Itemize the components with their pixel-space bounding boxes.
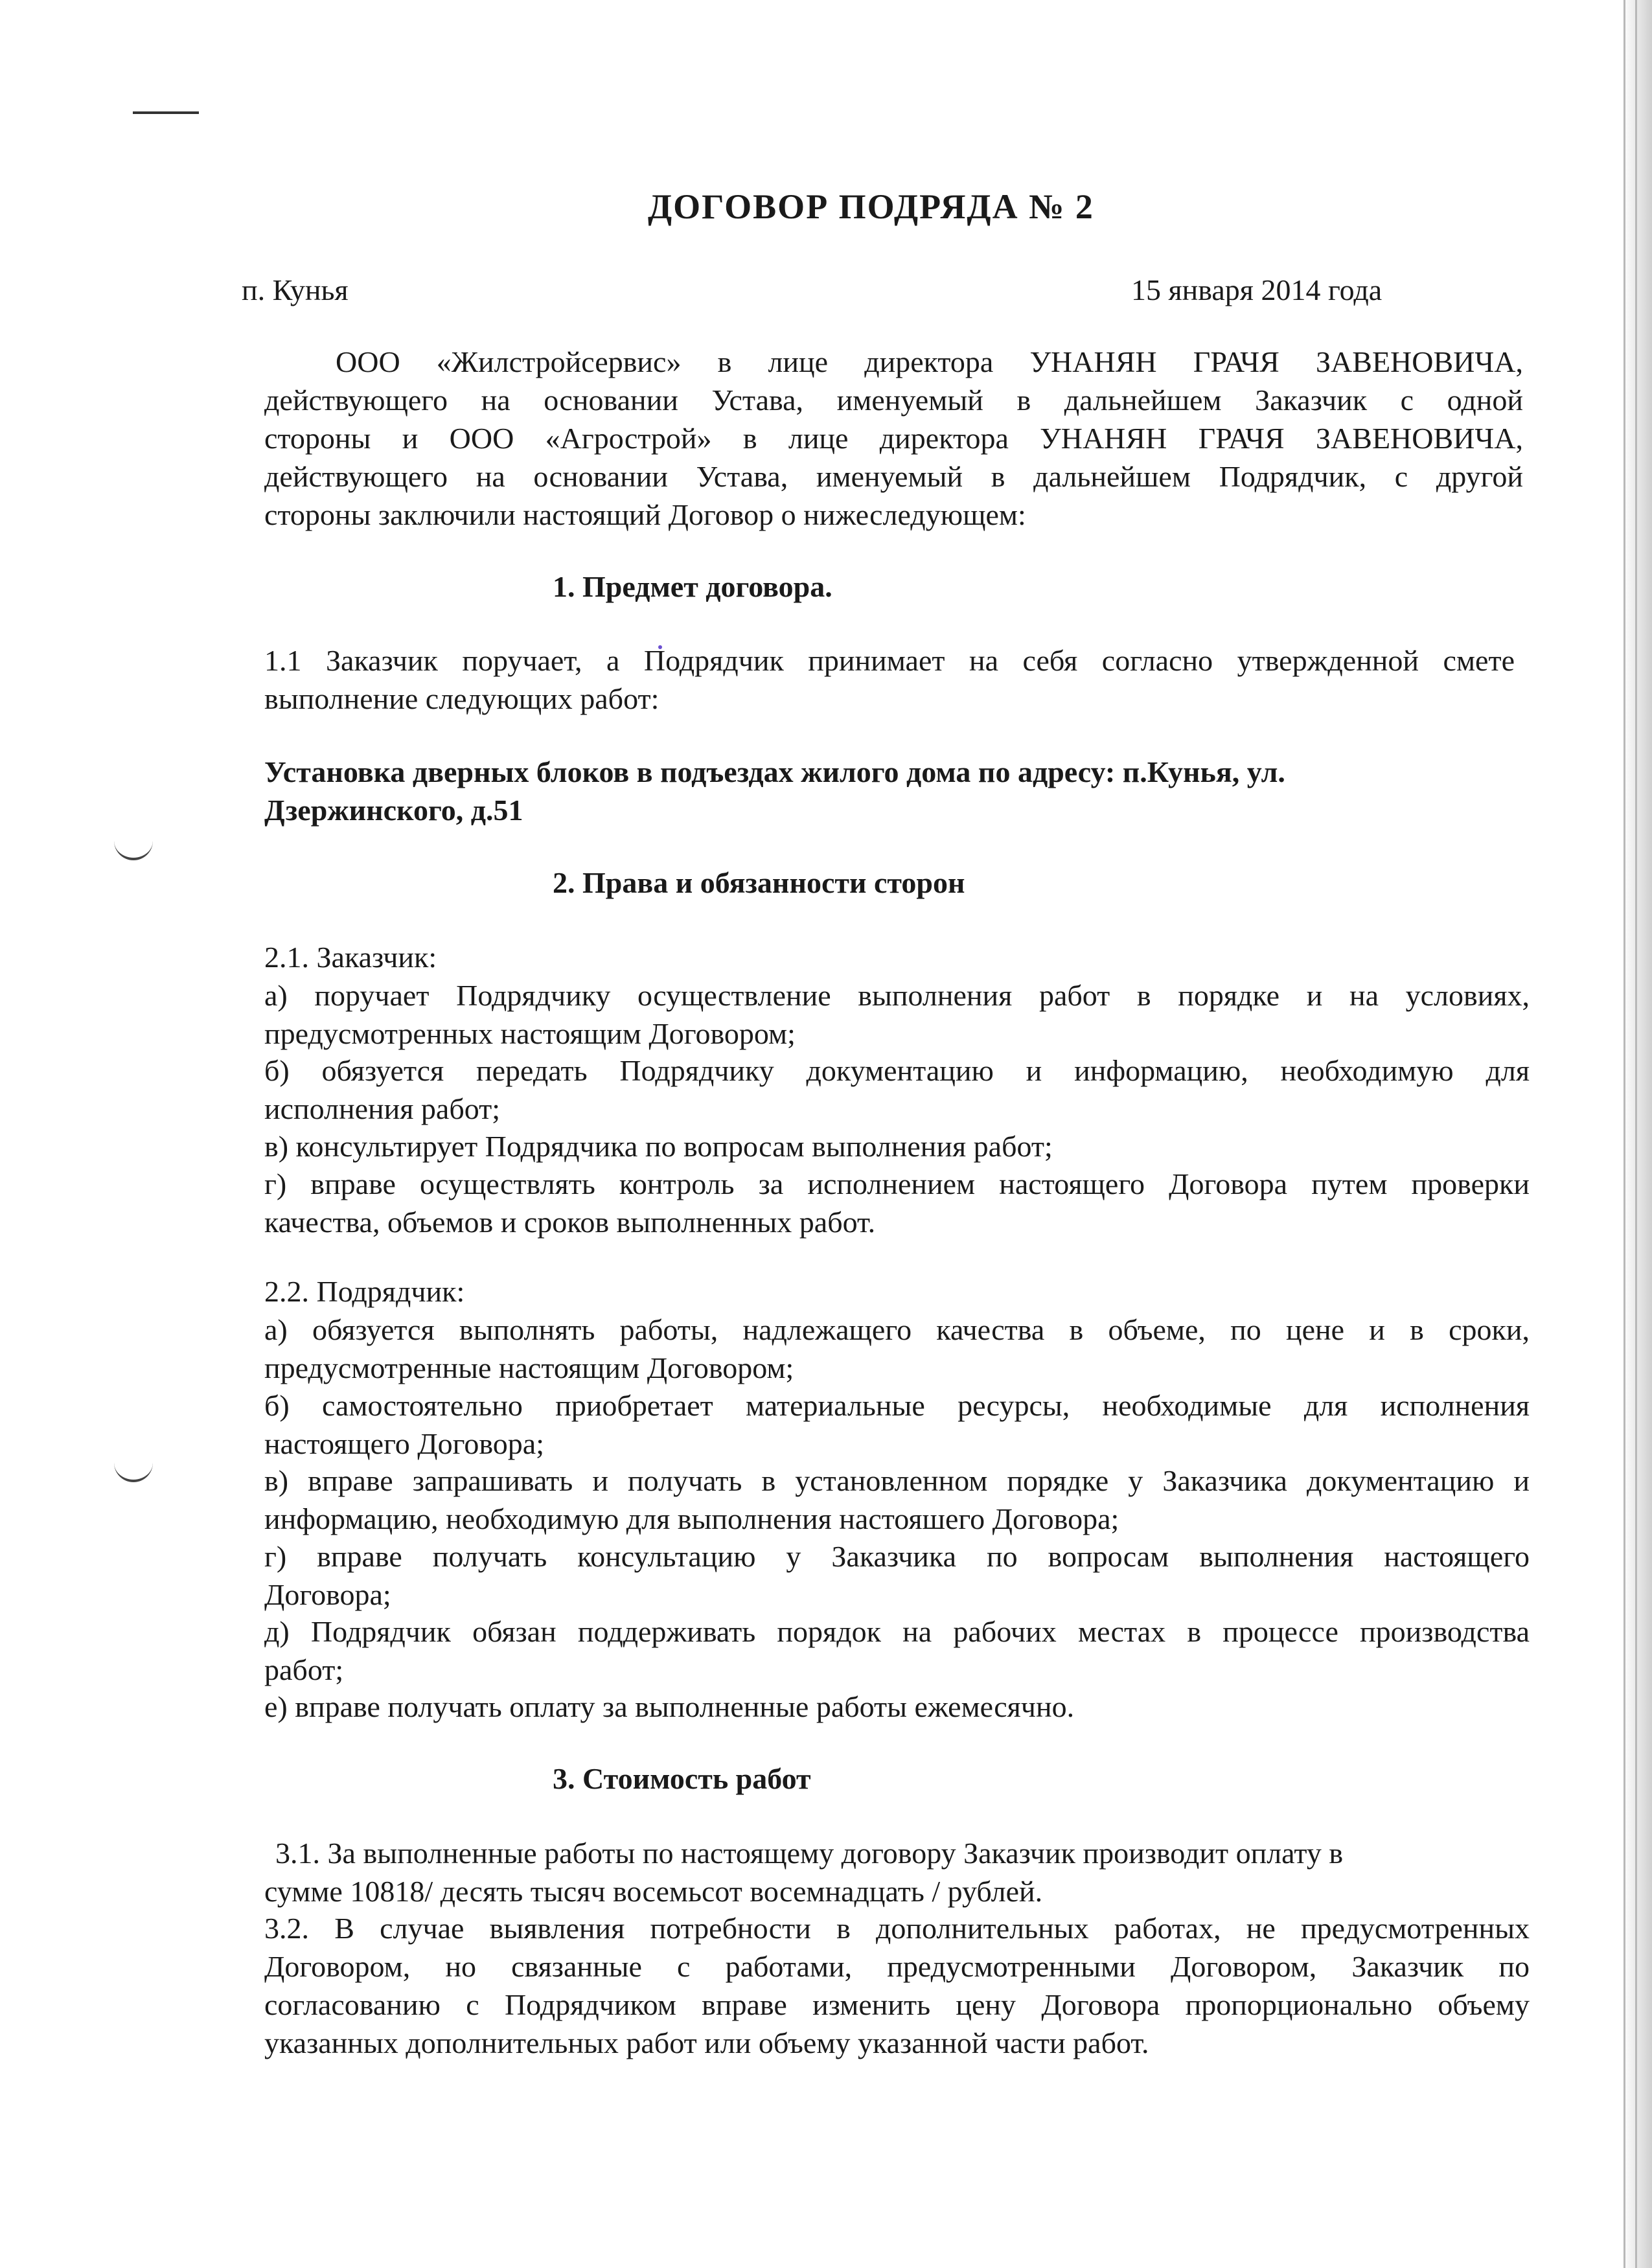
clause-line: в) консультирует Подрядчика по вопросам выполнения работ; [264,1130,1053,1163]
clause-line: а) поручает Подрядчику осуществление выполнения работ в порядке и на условиях, [264,979,1530,1012]
work-description: Дзержинского, д.51 [264,794,523,827]
clause-line: работ; [264,1653,344,1686]
clause-line: г) вправе осуществлять контроль за исполнением настоящего Договора путем проверки [264,1167,1530,1200]
clause-line: г) вправе получать консультацию у Заказчика по вопросам выполнения настоящего [264,1540,1530,1573]
clause-line: предусмотренных настоящим Договором; [264,1017,796,1050]
clause-line: информацию, необходимую для выполнения настояшего Договора; [264,1502,1119,1535]
clause-line: предусмотренные настоящим Договором; [264,1351,794,1384]
preamble-line: ООО «Жилстройсервис» в лице директора УНАНЯН ГРАЧЯ ЗАВЕНОВИЧА, [336,345,1523,378]
clause-line: настоящего Договора; [264,1427,544,1460]
clause-line: 3.1. За выполненные работы по настоящему договору Заказчик производит оплату в [275,1837,1344,1870]
margin-mark [133,111,199,114]
punch-hole-mark [114,1460,153,1482]
clause-line: б) обязуется передать Подрядчику документацию и информацию, необходимую для [264,1054,1530,1087]
preamble-line: действующего на основании Устава, именуемый в дальнейшем Подрядчик, с другой [264,460,1523,493]
clause-line: согласованию с Подрядчиком вправе изменить цену Договора пропорционально объему [264,1988,1530,2021]
clause-line: сумме 10818/ десять тысяч восемьсот восемнадцать / рублей. [264,1875,1043,1908]
clause-line: Договора; [264,1578,391,1611]
paragraph-line: выполнение следующих работ: [264,682,660,715]
clause-line: б) самостоятельно приобретает материальные ресурсы, необходимые для исполнения [264,1389,1530,1422]
scan-edge-line [1623,0,1625,2268]
clause-label: 2.2. Подрядчик: [264,1275,465,1308]
section-heading: 1. Предмет договора. [553,570,832,603]
place: п. Кунья [242,273,349,306]
scan-edge-line [1635,0,1637,2268]
work-description: Установка дверных блоков в подъездах жилого дома по адресу: п.Кунья, ул. [264,755,1285,788]
clause-line: указанных дополнительных работ или объему указанной части работ. [264,2026,1149,2059]
section-heading: 2. Права и обязанности сторон [553,866,965,899]
preamble-line: стороны заключили настоящий Договор о нижеследующем: [264,498,1026,531]
clause-line: качества, объемов и сроков выполненных работ. [264,1206,876,1239]
clause-label: 2.1. Заказчик: [264,941,437,974]
clause-line: д) Подрядчик обязан поддерживать порядок на рабочих местах в процессе производства [264,1615,1530,1648]
document-title: ДОГОВОР ПОДРЯДА № 2 [648,187,1094,226]
clause-line: а) обязуется выполнять работы, надлежащего качества в объеме, по цене и в сроки, [264,1313,1530,1346]
preamble-line: стороны и ООО «Агрострой» в лице директора УНАНЯН ГРАЧЯ ЗАВЕНОВИЧА, [264,422,1523,455]
clause-line: исполнения работ; [264,1092,501,1125]
preamble-line: действующего на основании Устава, именуемый в дальнейшем Заказчик с одной [264,384,1523,417]
scan-edge-shadow [1622,0,1652,2268]
clause-line: е) вправе получать оплату за выполненные работы ежемесячно. [264,1690,1075,1723]
clause-line: 3.2. В случае выявления потребности в дополнительных работах, не предусмотренных [264,1912,1530,1945]
clause-line: Договором, но связанные с работами, предусмотренными Договором, Заказчик по [264,1950,1530,1983]
punch-hole-mark [114,838,153,860]
clause-line: в) вправе запрашивать и получать в установленном порядке у Заказчика документацию и [264,1464,1530,1497]
paragraph-line: 1.1 Заказчик поручает, а Подрядчик принимает на себя согласно утвержденной смете [264,644,1515,677]
date: 15 января 2014 года [1131,273,1382,306]
section-heading: 3. Стоимость работ [553,1762,811,1795]
